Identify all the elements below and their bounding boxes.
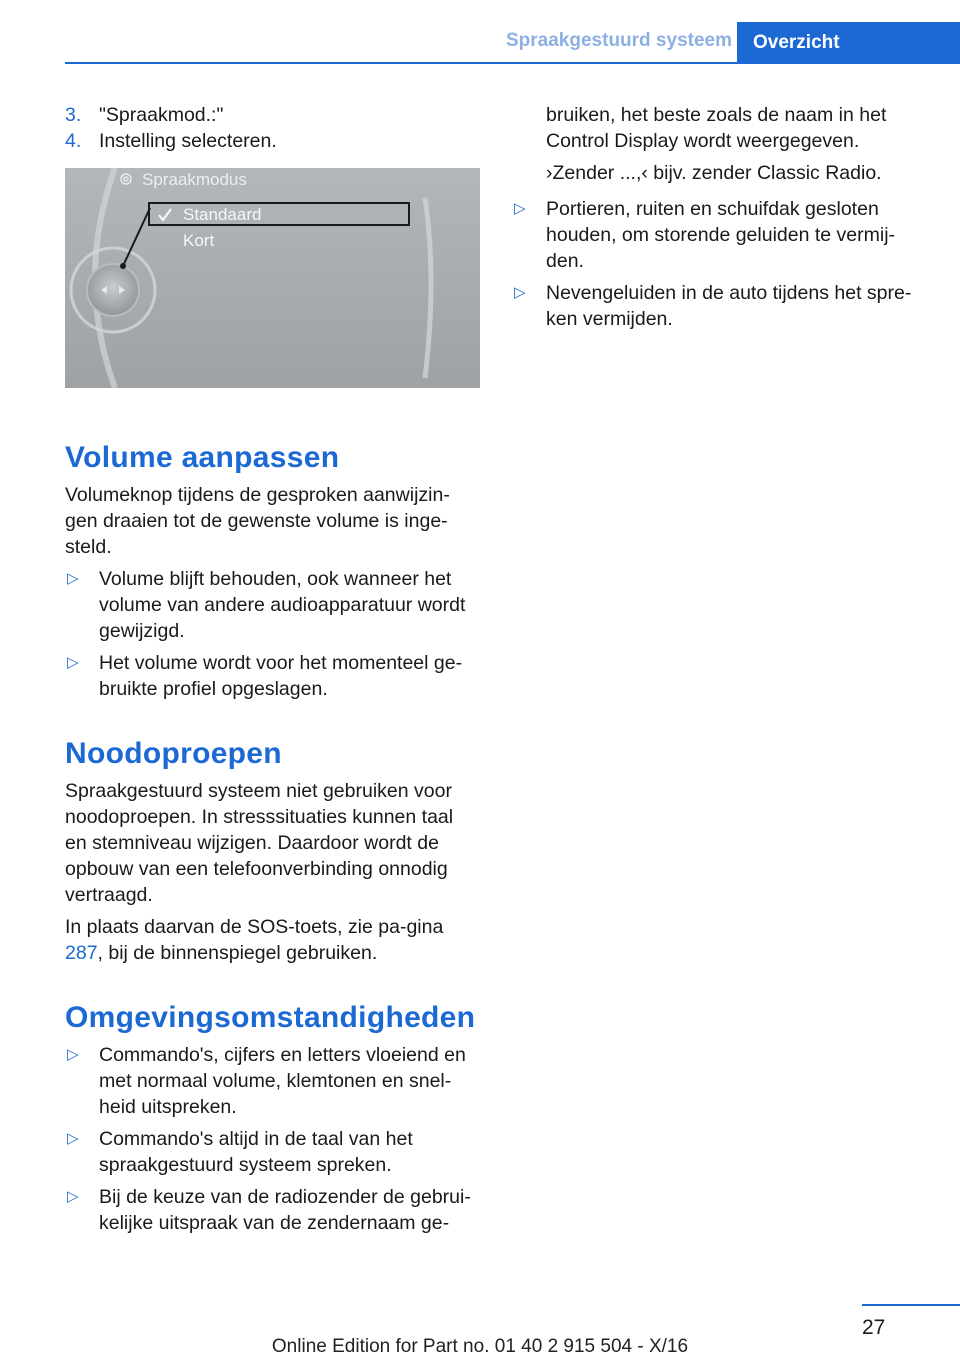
footer-rule [862,1304,960,1306]
step-item [65,102,480,128]
left-column [65,102,480,1242]
section-environment [65,1000,480,1236]
step-item [65,128,480,154]
heading-environment: Omgevingsomstandigheden [65,1001,476,1034]
right-column [512,102,932,338]
emergency-para2 [65,914,480,966]
list-item [65,1126,480,1178]
list-item [512,196,932,274]
list-item [65,1042,480,1120]
bullet-text: Volume blijft behouden, ook wanneer het volume van andere audioapparatuur wordt gewijzigd. [99,568,466,642]
bullet-text: Commando's altijd in de taal van het spraakgestuurd systeem spreken. [99,1128,413,1176]
header-tab-overview: Overzicht [737,22,960,64]
voice-settings-icon [121,174,131,184]
triangle-right-icon: ▷ [67,1130,79,1147]
triangle-right-icon: ▷ [67,654,79,671]
section-volume [65,440,480,702]
control-display-screenshot [65,168,480,388]
bullet-text: Portieren, ruiten en schuifdak gesloten houden, om storende geluiden te vermij-den. [546,198,896,272]
step-number: 4. [65,130,82,152]
example-text: ›Zender ...,‹ bijv. zender Classic Radio. [546,162,882,184]
triangle-right-icon: ▷ [514,284,526,301]
step-number: 3. [65,104,82,126]
list-item [65,1184,480,1236]
check-icon [159,209,171,220]
section-emergency [65,736,480,966]
step-text: Instelling selecteren. [99,130,277,152]
para-text: , bij de binnenspiegel gebruiken. [97,942,378,964]
triangle-right-icon: ▷ [67,1046,79,1063]
list-item [65,566,480,644]
header-section-title: Spraakgestuurd systeem [506,30,732,51]
step-text: "Spraakmod.:" [99,104,224,126]
bullet-text: Het volume wordt voor het momenteel ge-bruikte profiel opgeslagen. [99,652,463,700]
bullet-text: Nevengeluiden in de auto tijdens het spre-ken vermijden. [546,282,912,330]
screen-option-standard: Standaard [183,205,262,224]
triangle-right-icon: ▷ [514,200,526,217]
bullet-text: Commando's, cijfers en letters vloeiend en met normaal volume, klemtonen en snel-heid uitspreken. [99,1044,466,1118]
para-text: In plaats daarvan de SOS-toets, zie pa-gina [65,916,444,938]
heading-emergency: Noodoproepen [65,737,282,770]
list-item [512,280,932,332]
triangle-right-icon: ▷ [67,1188,79,1205]
screen-option-short: Kort [183,231,215,250]
page-reference-link[interactable]: 287 [65,942,98,964]
footer-edition: Online Edition for Part no. 01 40 2 915 504 - X/16 [271,1336,689,1357]
continuation-text: bruiken, het beste zoals de naam in het Control Display wordt weergegeven. [546,104,887,152]
bullet-text: Bij de keuze van de radiozender de gebrui-kelijke uitspraak van de zendernaam ge- [99,1186,471,1234]
emergency-para1: Spraakgestuurd systeem niet gebruiken voor noodoproepen. In stresssituaties kunnen taal en stemniveau wijzigen. Daardoor wordt de opbouw van een telefoonverbinding onnodig vertraagd. [65,780,454,906]
screen-title: Spraakmodus [142,170,247,189]
page-number: 27 [862,1316,886,1339]
controller-knob-icon [87,264,139,316]
heading-volume: Volume aanpassen [65,441,340,474]
header-rule [65,62,960,64]
triangle-right-icon: ▷ [67,570,79,587]
volume-intro: Volumeknop tijdens de gesproken aanwijzin-gen draaien tot de gewenste volume is inge-steld. [65,484,450,558]
list-item [65,650,480,702]
